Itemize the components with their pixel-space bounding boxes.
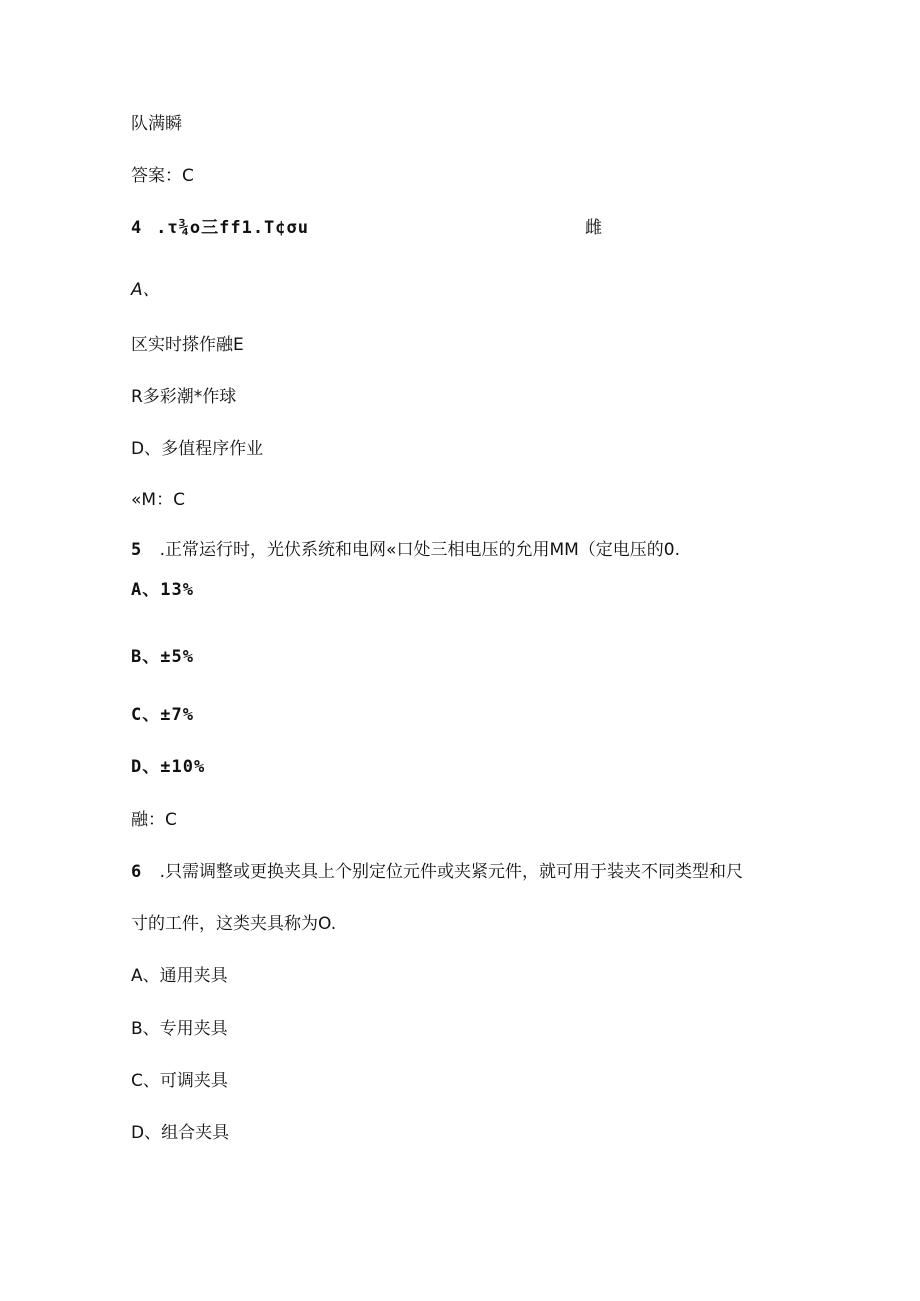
question-5	[131, 539, 680, 561]
question-6	[131, 861, 743, 883]
option-c: R多彩潮*作球	[131, 387, 237, 407]
question-number: 5	[131, 540, 143, 560]
question-text-continued: 寸的工件，这类夹具称为O.	[131, 914, 337, 934]
option-a: A、13%	[131, 580, 194, 600]
answer-line: «M：C	[131, 490, 185, 510]
option-d: D、±10%	[131, 757, 206, 777]
answer-line: 融：C	[131, 810, 177, 830]
option-b: B、专用夹具	[131, 1019, 228, 1039]
option-b: 区实时搽作融E	[131, 335, 244, 355]
question-text: .正常运行时，光伏系统和电网«口处三相电压的允用MM（定电压的0.	[159, 540, 681, 560]
option-d: D、组合夹具	[131, 1123, 230, 1143]
option-a: A、通用夹具	[131, 966, 228, 986]
question-number: 6	[131, 862, 143, 882]
option-c: C、±7%	[131, 705, 194, 725]
question-text: .τ¾o三ff1.T¢σu	[156, 218, 309, 238]
option-a: A、	[131, 280, 160, 300]
stray-character: 雌	[585, 218, 602, 238]
option-c: C、可调夹具	[131, 1071, 228, 1091]
answer-line: 答案：C	[131, 166, 194, 186]
text-line: 队满瞬	[131, 114, 182, 134]
option-b: B、±5%	[131, 647, 194, 667]
question-text: .只需调整或更换夹具上个别定位元件或夹紧元件，就可用于装夹不同类型和尺	[159, 862, 744, 882]
question-number: 4	[131, 218, 143, 238]
option-d: D、多值程序作业	[131, 439, 264, 459]
question-4	[131, 217, 309, 239]
